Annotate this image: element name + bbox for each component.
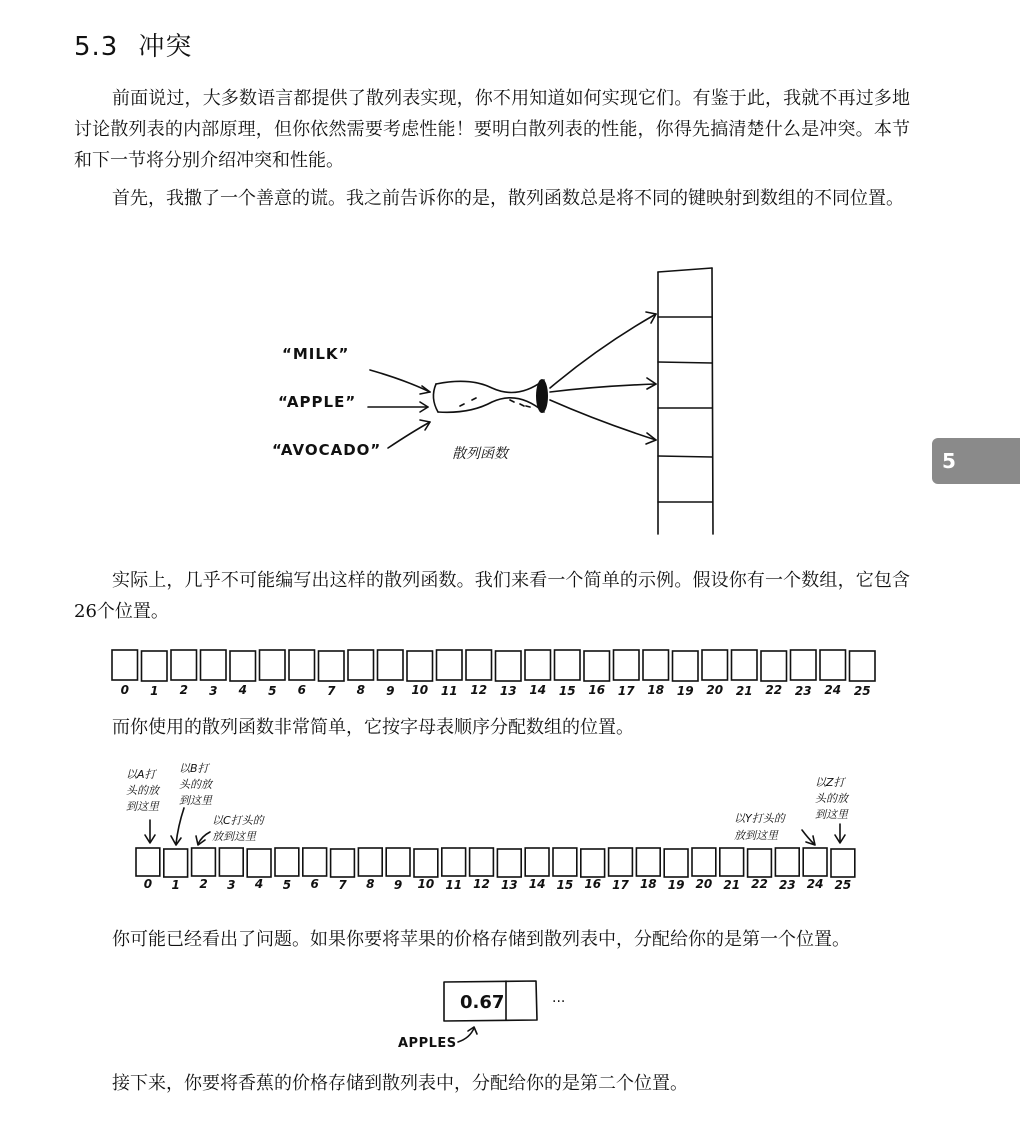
array26-slot <box>142 651 168 681</box>
hash-function-figure <box>270 262 730 542</box>
alpha-array-index-label: 15 <box>556 878 574 892</box>
array26-slot <box>761 651 787 681</box>
alpha-array-index-label: 11 <box>445 878 463 892</box>
array26-index-label: 5 <box>268 684 277 698</box>
array26-index-label: 3 <box>209 684 218 698</box>
alpha-array-slot <box>497 849 521 877</box>
apples-label: APPLES <box>398 1036 457 1051</box>
array26-index-label: 24 <box>824 683 842 697</box>
note-y-line: 以Y打头的 <box>734 812 785 825</box>
alpha-array-slot <box>219 848 243 876</box>
array26-index-label: 9 <box>386 684 395 698</box>
array26-index-label: 18 <box>647 683 665 697</box>
note-b-line: 到这里 <box>179 794 212 807</box>
alpha-array-index-label: 7 <box>338 878 347 892</box>
alpha-array-index-label: 4 <box>254 877 264 891</box>
paragraph-problem: 你可能已经看出了问题。如果你要将苹果的价格存储到散列表中，分配给你的是第一个位置。 <box>112 929 850 950</box>
note-z-line: 头的放 <box>815 792 848 805</box>
array26-index-label: 1 <box>150 684 159 698</box>
array26-index-label: 25 <box>853 684 871 698</box>
hash-function-label: 散列函数 <box>452 446 508 462</box>
array26-slot <box>171 650 197 680</box>
note-a-line: 以A打 <box>126 768 156 781</box>
apples-arrow <box>458 1028 474 1042</box>
paragraph-alphabet: 而你使用的散列函数非常简单，它按字母表顺序分配数组的位置。 <box>112 717 634 738</box>
alpha-array-slot <box>609 848 633 876</box>
alpha-array-slot <box>386 848 410 876</box>
array26-slot <box>260 650 286 680</box>
note-b <box>179 762 214 807</box>
alpha-array-index-label: 2 <box>199 877 208 891</box>
note-z <box>815 776 850 821</box>
array26-slot <box>673 651 699 681</box>
array26-slot <box>319 651 345 681</box>
array-26-slots <box>110 648 882 700</box>
array26-index-label: 0 <box>120 683 129 697</box>
alpha-array-slot <box>136 848 160 876</box>
section-title: 冲突 <box>138 32 193 62</box>
alpha-array-slot <box>247 849 271 877</box>
alpha-array-slot <box>831 849 855 877</box>
array26-index-label: 6 <box>297 683 306 697</box>
array26-slot <box>466 650 492 680</box>
note-a-line: 到这里 <box>126 800 159 813</box>
alpha-array-slot <box>720 848 744 876</box>
array26-slot <box>112 650 138 680</box>
paragraph-banana: 接下来，你要将香蕉的价格存储到散列表中，分配给你的是第二个位置。 <box>112 1073 688 1094</box>
alpha-array-slot <box>692 848 716 876</box>
array26-slot <box>378 650 404 680</box>
alpha-array-index-label: 12 <box>473 877 490 891</box>
array26-slot <box>643 650 669 680</box>
paragraph-example: 实际上，几乎不可能编写出这样的散列函数。我们来看一个简单的示例。假设你有一个数组，它包含26个位置。 <box>74 570 910 622</box>
array26-index-label: 19 <box>676 684 694 698</box>
paragraph-intro: 前面说过，大多数语言都提供了散列表实现，你不用知道如何实现它们。有鉴于此，我就不再过多地讨论散列表的内部原理，但你依然需要考虑性能！要明白散列表的性能，你得先搞清楚什么是冲突。本节和下一节将分别介绍冲突和性能。 <box>74 88 910 171</box>
array26-index-label: 2 <box>179 683 188 697</box>
note-c-line: 以C打头的 <box>212 814 264 827</box>
ellipsis: ... <box>552 990 566 1006</box>
note-y-line: 放到这里 <box>734 829 778 842</box>
array26-slot <box>201 650 227 680</box>
note-b-line: 以B打 <box>179 762 209 775</box>
apples-slot-figure <box>396 976 586 1054</box>
array26-index-label: 16 <box>588 683 606 697</box>
array26-slot <box>555 650 581 680</box>
alpha-array-slot <box>748 849 772 877</box>
alphabet-assignment-figure <box>120 762 865 894</box>
input-arrows <box>368 370 430 448</box>
array26-index-label: 11 <box>440 684 458 698</box>
array26-slot <box>850 651 876 681</box>
array26-index-label: 20 <box>706 683 724 697</box>
array26-slot <box>791 650 817 680</box>
alpha-array-index-label: 0 <box>143 877 153 891</box>
alpha-array-index-label: 21 <box>723 878 741 892</box>
alpha-array-index-label: 13 <box>500 878 518 892</box>
alpha-array-index-label: 24 <box>806 877 824 891</box>
alpha-array-index-label: 10 <box>417 877 435 891</box>
note-c <box>212 814 266 843</box>
note-a <box>126 768 161 813</box>
array26-index-label: 23 <box>794 684 812 698</box>
alpha-array-index-label: 23 <box>778 878 796 892</box>
alpha-array-slot <box>192 848 216 876</box>
alpha-array-slot <box>275 848 299 876</box>
array26-index-label: 13 <box>499 684 517 698</box>
alpha-array-slot <box>331 849 355 877</box>
alpha-array-slot <box>303 848 327 876</box>
alpha-array-index-label: 1 <box>171 878 180 892</box>
alpha-array-slot <box>553 848 577 876</box>
section-heading <box>74 26 192 63</box>
alpha-array-slot <box>664 849 688 877</box>
alpha-array-index-label: 8 <box>366 877 375 891</box>
array26-index-label: 12 <box>470 683 488 697</box>
alpha-array-index-label: 5 <box>282 878 292 892</box>
key-avocado: “AVOCADO” <box>272 441 382 459</box>
array26-index-label: 21 <box>735 684 753 698</box>
array26-slot <box>614 650 640 680</box>
array26-slot <box>820 650 846 680</box>
note-z-line: 到这里 <box>815 808 848 821</box>
array26-index-label: 8 <box>356 683 365 697</box>
array26-index-label: 4 <box>238 683 247 697</box>
array26-index-label: 15 <box>558 684 576 698</box>
alpha-array-index-label: 25 <box>834 878 852 892</box>
array26-index-label: 17 <box>617 684 635 698</box>
key-milk: “MILK” <box>282 345 350 363</box>
note-c-line: 放到这里 <box>212 830 256 843</box>
slot-value: 0.67 <box>460 992 505 1013</box>
output-arrows <box>550 312 656 444</box>
array26-index-label: 10 <box>411 683 429 697</box>
alpha-array-slot <box>414 849 438 877</box>
key-apple: “APPLE” <box>278 393 357 411</box>
array26-slot <box>230 651 256 681</box>
alpha-array-index-label: 16 <box>584 877 602 891</box>
array26-slot <box>496 651 522 681</box>
array26-slot <box>525 650 551 680</box>
alpha-array-index-label: 22 <box>751 877 768 891</box>
vertical-array <box>658 268 713 534</box>
array26-slot <box>584 651 610 681</box>
alpha-array-slot <box>581 849 605 877</box>
array26-slot <box>407 651 433 681</box>
alpha-array-index-label: 9 <box>393 878 403 892</box>
chapter-tab[interactable]: 5 <box>932 438 1020 484</box>
alpha-array-slot <box>470 848 494 876</box>
array26-slot <box>732 650 758 680</box>
alpha-array-index-label: 20 <box>695 877 713 891</box>
section-number: 5.3 <box>74 32 119 62</box>
alpha-array-index-label: 18 <box>639 877 657 891</box>
note-y <box>734 812 787 842</box>
alpha-array-index-label: 19 <box>667 878 685 892</box>
alpha-array-slot <box>636 848 660 876</box>
array26-index-label: 22 <box>765 683 783 697</box>
alpha-array-slot <box>358 848 382 876</box>
alpha-array-index-label: 3 <box>227 878 236 892</box>
array26-slot <box>702 650 728 680</box>
note-b-line: 头的放 <box>179 778 212 791</box>
array26-index-label: 7 <box>327 684 336 698</box>
array26-slot <box>348 650 374 680</box>
alpha-array-slot <box>442 848 466 876</box>
alpha-array-slot <box>775 848 799 876</box>
funnel-icon <box>433 379 548 413</box>
paragraph-lie: 首先，我撒了一个善意的谎。我之前告诉你的是，散列函数总是将不同的键映射到数组的不同位置。 <box>112 188 904 209</box>
alpha-array-slot <box>803 848 827 876</box>
alpha-array-index-label: 14 <box>528 877 546 891</box>
note-z-line: 以Z打 <box>815 776 845 789</box>
note-a-line: 头的放 <box>126 784 159 797</box>
alpha-array-slot <box>164 849 188 877</box>
alpha-array-index-label: 6 <box>310 877 319 891</box>
array26-index-label: 14 <box>529 683 547 697</box>
array26-slot <box>437 650 463 680</box>
alpha-array-index-label: 17 <box>612 878 629 892</box>
array26-slot <box>289 650 315 680</box>
alpha-array-slot <box>525 848 549 876</box>
